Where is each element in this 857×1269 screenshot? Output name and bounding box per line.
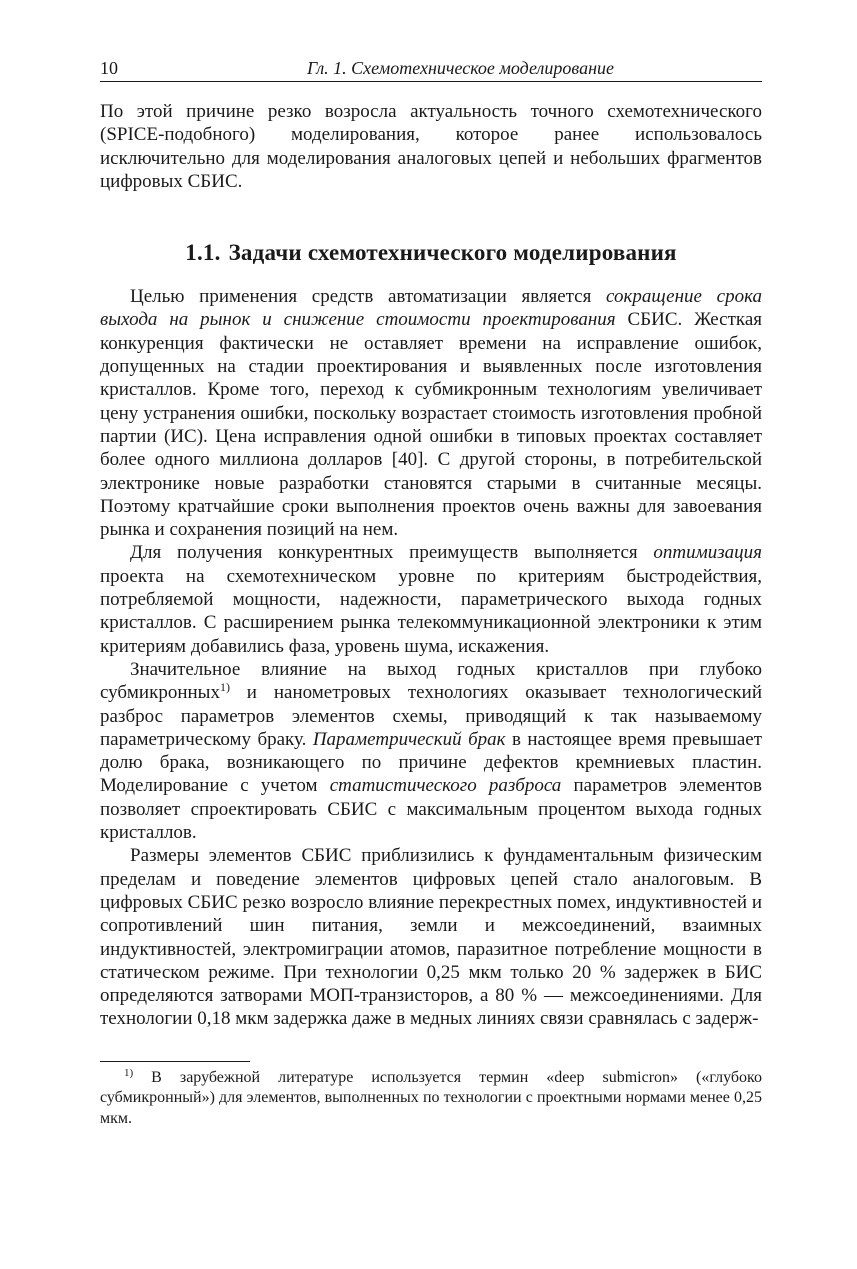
section-heading — [100, 239, 762, 267]
paragraph-goals — [100, 285, 762, 541]
chapter-title: Гл. 1. Схемотехническое моделирование — [307, 58, 614, 78]
paragraph-text: Целью применения средств автоматизации является — [130, 286, 607, 308]
document-page — [100, 55, 762, 1145]
paragraph-text: проекта на схемотехническом уровне по критериям быстродействия, потребляемой мощности, надежности, параметрического выхода годных кристаллов. С расширением рынка телекоммуникационной электроники к этим критериям добавились фаза, уровень шума, искажения. — [100, 565, 762, 657]
page-number: 10 — [100, 58, 118, 78]
emphasis-text: оптимизация — [653, 542, 762, 564]
paragraph-text: и нанометровых технологиях оказывает технологический разброс параметров элементов схемы, приводящий к так называемому параметрическому браку. — [100, 682, 762, 750]
footnote-marker: 1) — [124, 1066, 134, 1079]
section-number: 1.1. — [185, 240, 221, 266]
emphasis-text: сокращение срока выхода на рынок и снижение стоимости проектирования — [100, 286, 762, 331]
footnote-text: В зарубежной литературе используется термин «deep submicron» («глубоко субмикронный») для элементов, выполненных по технологии с проектными нормами менее 0,25 мкм. — [100, 1068, 762, 1127]
paragraph-parametric-yield — [100, 658, 762, 844]
paragraph-text: Значительное влияние на выход годных кристаллов при глубоко субмикронных — [100, 658, 762, 704]
intro-paragraph: По этой причине резко возросла актуальность точного схемотехнического (SPICE-подобного) моделирования, которое ранее использовалось исключительно для моделирования аналоговых цепей и небольших фрагментов цифровых СБИС. — [100, 101, 762, 192]
paragraph-physical-limits: Размеры элементов СБИС приблизились к фундаментальным физическим пределам и поведение элементов цифровых цепей стало аналоговым. В цифровых СБИС резко возросло влияние перекрестных помех, индуктивностей и сопротивлений шин питания, земли и межсоединений, взаимных индуктивностей, электромиграции атомов, паразитное потребление мощности в статическом режиме. При технологии 0,25 мкм только 20 % задержек в БИС определяются затворами МОП-транзисторов, а 80 % — межсоединениями. Для технологии 0,18 мкм задержка даже в медных линиях связи сравнялась с задерж- — [100, 845, 762, 1030]
paragraph-text: в настоящее время превышает долю брака, возникающего по причине дефектов кремниевых пластин. Моделирование с учетом — [100, 728, 762, 797]
running-head — [100, 55, 762, 82]
footnote-reference[interactable]: 1) — [219, 680, 230, 695]
emphasis-text: Параметрический брак — [312, 728, 506, 750]
emphasis-text: статистического разброса — [329, 775, 562, 797]
paragraph-text: параметров элементов позволяет спроектировать СБИС с максимальным процентом выхода годных кристаллов. — [100, 775, 763, 844]
footnote-divider — [100, 1061, 250, 1062]
body-text — [100, 100, 762, 1031]
section-title: Задачи схемотехнического моделирования — [228, 240, 677, 266]
paragraph-optimization — [100, 541, 762, 657]
paragraph-text: Для получения конкурентных преимуществ выполняется — [130, 542, 654, 564]
footnote — [100, 1068, 762, 1130]
paragraph-text: СБИС. Жесткая конкуренция фактически не оставляет времени на исправление ошибок, допущенных на стадии проектирования и выявленных после изготовления кристаллов. Кроме того, переход к субмикронным технологиям увеличивает цену устранения ошибки, поскольку возрастает стоимость изготовления пробной партии (ИС). Цена исправления одной ошибки в типовых проектах составляет более одного миллиона долларов [40]. С другой стороны, в потребительской электронике новые разработки становятся старыми в считанные месяцы. Поэтому кратчайшие сроки выполнения проектов очень важны для завоевания рынка и сохранения позиций на нем. — [100, 309, 763, 541]
